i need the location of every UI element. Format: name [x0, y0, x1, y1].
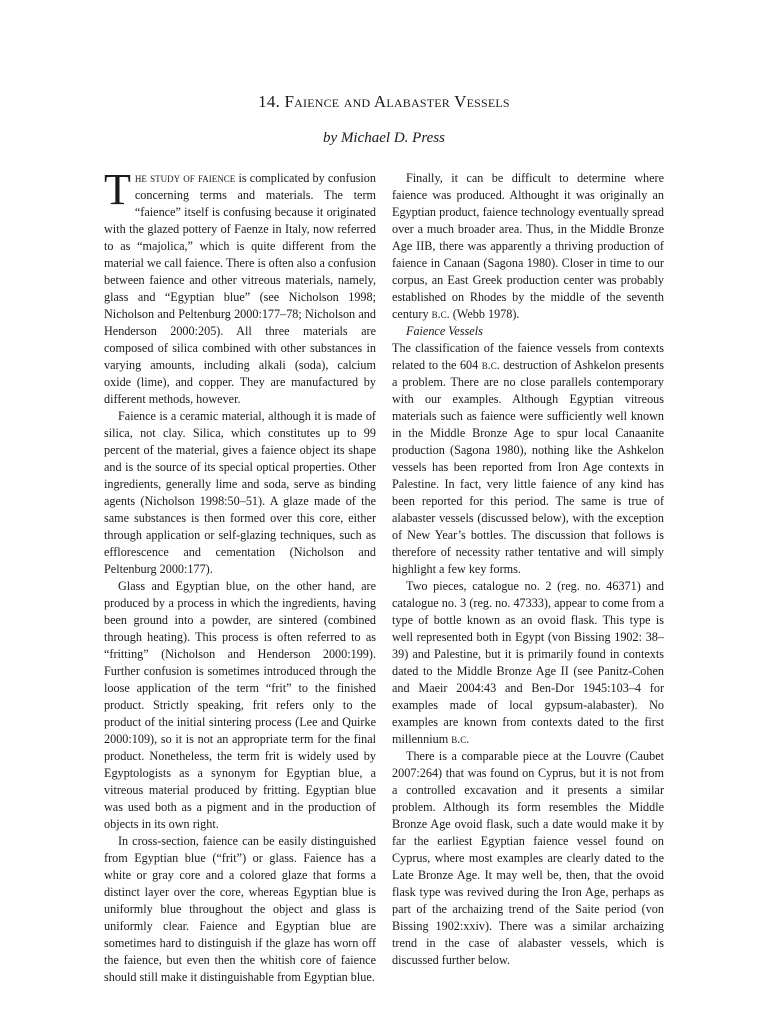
paragraph-7	[392, 578, 664, 748]
chapter-number: 14.	[258, 92, 281, 111]
paragraph-5-end: (Webb 1978).	[449, 307, 520, 321]
paragraph-6-end: destruction of Ashkelon presents a problem. There are no close parallels contemporary with our examples. Although Egyptian vitreous materials such as faience were sufficiently well known in the Middle Bronze Age to spur local Canaanite production (Sagona 1980), nothing like the Ashkelon vessels has been reported from Iron Age contexts in Palestine. In fact, very little faience of any kind has been reported for this period. The same is true of alabaster vessels (discussed below), with the exception of New Year’s bottles. The discussion that follows is therefore of necessity rather tentative and will simply highlight a few key forms.	[392, 358, 664, 576]
section-heading: Faience Vessels	[406, 324, 483, 338]
drop-cap: T	[104, 165, 131, 214]
paragraph-7-text: Two pieces, catalogue no. 2 (reg. no. 46371) and catalogue no. 3 (reg. no. 47333), appear to come from a type of bottle known as an ovoid flask. This type is well represented both in Egypt (von Bissing 1902: 38–39) and Palestine, but it is primarily found in contexts dated to the Middle Bronze Age II (see Panitz-Cohen and Maeir 2004:43 and Ben-Dor 1945:103–4 for examples made of local gypsum-alabaster). No examples are known from contexts dated to the first millennium	[392, 579, 664, 746]
paragraph-5-text: Finally, it can be difficult to determine where faience was produced. Althought it was originally an Egyptian product, faience technology eventually spread over a much broader area. Thus, in the Middle Bronze Age IIB, there was apparently a thriving production of faience in Canaan (Sagona 1980). Closer in time to our corpus, an East Greek production center was probably established on Rhodes by the middle of the seventh century	[392, 171, 664, 321]
right-column	[392, 170, 664, 969]
era-bc: b.c.	[481, 358, 500, 372]
chapter-title	[0, 92, 768, 112]
paragraph-2: Faience is a ceramic material, although it is made of silica, not clay. Silica, which constitutes up to 99 percent of the material, gives a faience object its shape and is the source of its special optical properties. Other ingredients, generally lime and soda, serve as binding agents (Nicholson 1998:50–51). A glaze made of the same substances is then formed over this core, either through application or self-glazing techniques, such as efflorescence and cementation (Nicholson and Peltenburg 2000:177).	[104, 409, 376, 576]
chapter-title-text: Faience and Alabaster Vessels	[284, 92, 510, 111]
paragraph-3: Glass and Egyptian blue, on the other hand, are produced by a process in which the ingredients, having been ground into a powder, are sintered (combined through heating). This process is often referred to as “fritting” (Nicholson and Henderson 2000:199). Further confusion is sometimes introduced through the loose application of the term “frit” to the finished product. Strictly speaking, frit refers only to the product of the initial sintering process (Lee and Quirke 2000:109), so it is not an appropriate term for the final product. Nonetheless, the term frit is widely used by Egyptologists as a synonym for Egyptian blue, a vitreous material produced by fritting. Egyptian blue was used both as a pigment and in the production of objects in its own right.	[104, 579, 376, 831]
paragraph-1	[104, 165, 376, 408]
era-bc: b.c.	[431, 307, 450, 321]
left-column	[104, 165, 376, 986]
era-bc: b.c.	[451, 732, 470, 746]
paragraph-8: There is a comparable piece at the Louvre (Caubet 2007:264) that was found on Cyprus, but it is not from a controlled excavation and it presents a similar problem. Although its form resembles the Middle Bronze Age ovoid flask, such a date would make it by far the earliest Egyptian faience vessel found on Cyprus, where most examples are clearly dated to the Late Bronze Age. It may well be, then, that the ovoid flask type was revived during the Iron Age, perhaps as part of the archaizing trend of the Saite period (von Bissing 1902:xxiv). There was a similar archaizing trend in the case of alabaster vessels, which is discussed further below.	[392, 749, 664, 967]
paragraph-5	[392, 170, 664, 323]
paragraph-4: In cross-section, faience can be easily distinguished from Egyptian blue (“frit”) or glass. Faience has a white or gray core and a colored glaze that forms a distinct layer over the core, whereas Egyptian blue is uniformly blue throughout the object and glass is uniformly clear. Faience and Egyptian blue are sometimes hard to distinguish if the glaze has worn off the faience, but even then the whitish core of faience should still make it distinguishable from Egyptian blue.	[104, 834, 376, 984]
paragraph-6	[392, 340, 664, 578]
author-byline: by Michael D. Press	[323, 130, 445, 146]
paragraph-6-text: The classification of the faience vessels from contexts related to the 604	[392, 341, 664, 372]
lead-in-smallcaps: he study of faience	[134, 171, 236, 185]
paragraph-1-text: is complicated by confusion concerning terms and materials. The term “faience” itself is confusing because it originated with the glazed pottery of Faenze in Italy, now referred to as “majolica,” which is quite different from the material we call faience. There is often also a confusion between faience and other vitreous materials, namely, glass and “Egyptian blue” (see Nicholson 1998; Nicholson and Peltenburg 2000:177–78; Nicholson and Henderson 2000:205). All three materials are composed of silica combined with other substances in varying amounts, including alkali (soda), calcium oxide (lime), and copper. They are manufactured by different methods, however.	[104, 171, 376, 406]
